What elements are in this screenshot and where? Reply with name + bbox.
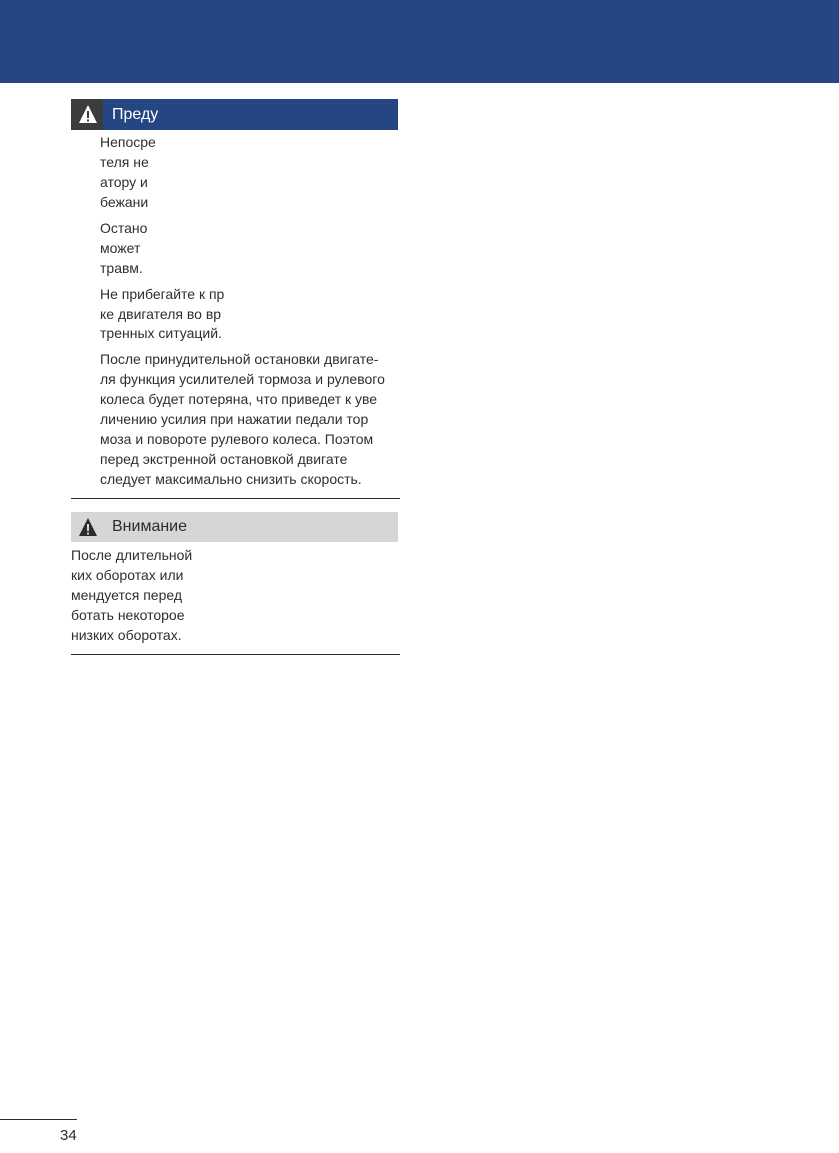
caution-header (71, 512, 398, 542)
warning-text-line: ке двигателя во вр (100, 306, 222, 322)
footer-rule (0, 1119, 77, 1120)
warning-text-line: атору и (100, 174, 148, 190)
warning-header (71, 99, 398, 130)
warning-triangle-icon (71, 99, 103, 130)
caution-text-line: мендуется перед (71, 587, 183, 603)
warning-title: Преду (112, 106, 159, 123)
warning-text-line: колеса будет потеряна, что приведет к уве (100, 391, 378, 407)
warning-text-line: После принудительной остановки двигате- (100, 351, 379, 367)
warning-text-line: тренных ситуаций. (100, 325, 222, 341)
warning-text-line: Остано (100, 220, 148, 236)
warning-text-line: бежани (100, 194, 149, 210)
warning-text-line: личению усилия при нажатии педали тор (100, 411, 369, 427)
caution-text-line: ких оборотах или (71, 567, 184, 583)
warning-text-line: моза и повороте рулевого колеса. Поэтом (100, 431, 374, 447)
warning-text-line: может (100, 240, 141, 256)
caution-bottom-rule (71, 654, 400, 655)
header-band (0, 0, 839, 83)
warning-text-line: перед экстренной остановкой двигате (100, 451, 348, 467)
warning-text-line: теля не (100, 154, 149, 170)
warning-text-line: травм. (100, 260, 143, 276)
warning-text-line: ля функция усилителей тормоза и рулевого (100, 371, 385, 387)
warning-text-line: следует максимально снизить скорость. (100, 471, 362, 487)
warning-text-line: Непосре (100, 134, 156, 150)
caution-text-line: После длительной (71, 547, 193, 563)
caution-text-line: ботать некоторое (71, 607, 185, 623)
caution-triangle-icon (71, 512, 103, 542)
warning-text-line: Не прибегайте к пр (100, 286, 225, 302)
page-number: 34 (60, 1127, 77, 1144)
caution-text-line: низких оборотах. (71, 627, 182, 643)
caution-title: Внимание (112, 518, 188, 535)
warning-bottom-rule (71, 498, 400, 499)
